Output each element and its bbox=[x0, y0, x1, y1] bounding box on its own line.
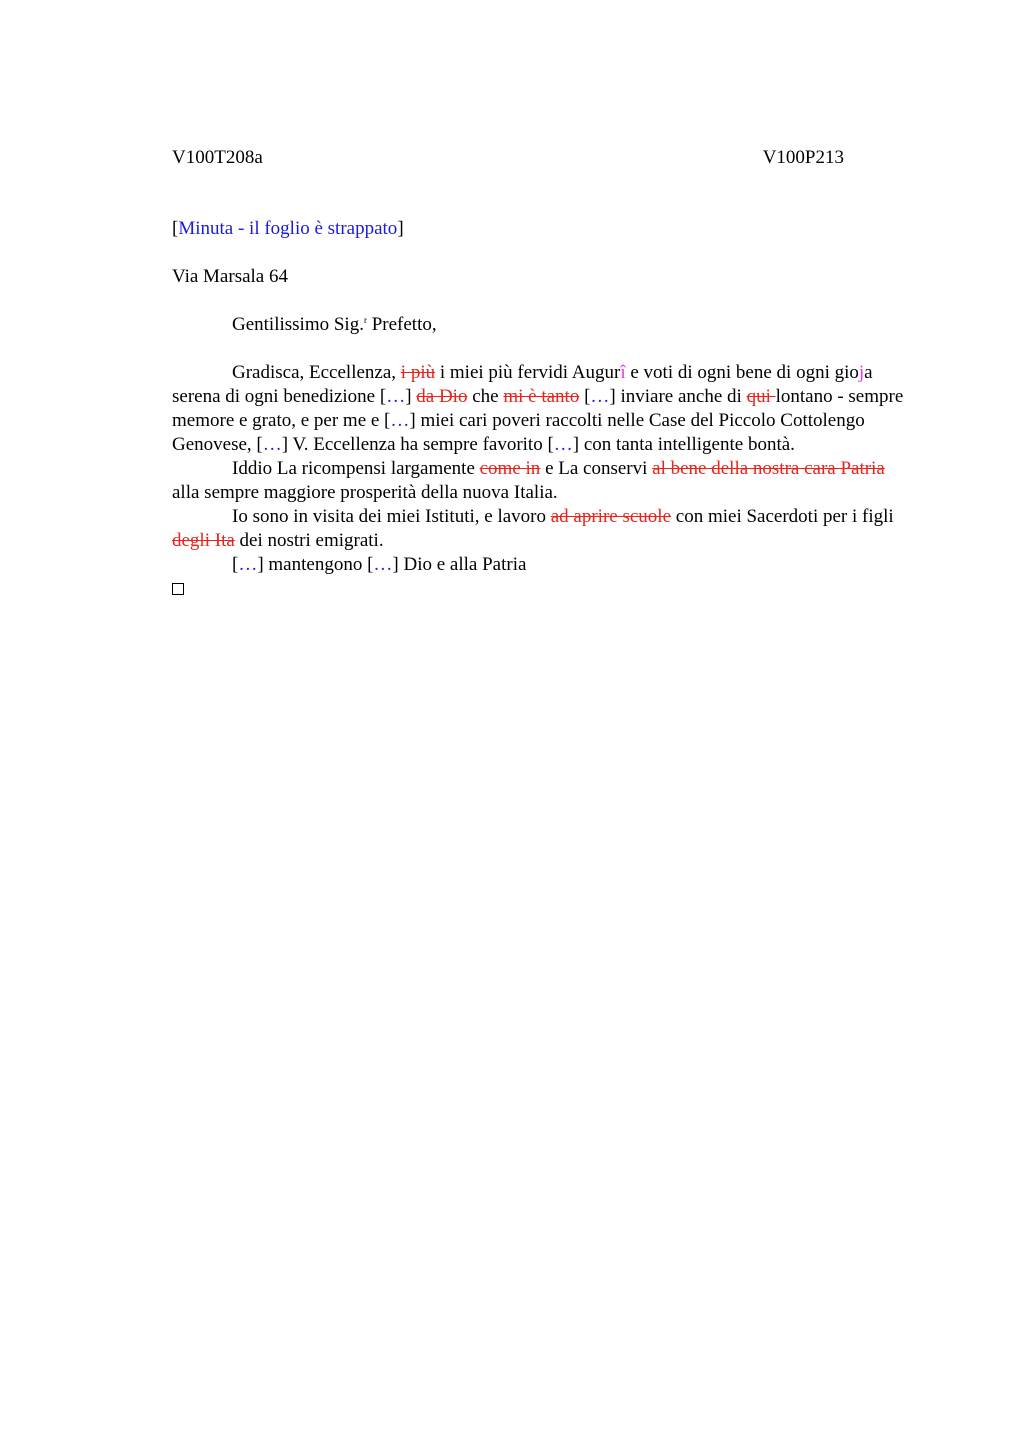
text-run: e voti di ogni bene di ogni gio bbox=[625, 362, 859, 383]
note-bracket-open: [ bbox=[172, 218, 179, 239]
paragraph-1 bbox=[172, 361, 914, 457]
square-marker bbox=[172, 583, 184, 595]
text-run: ] bbox=[405, 386, 417, 407]
deleted-text: mi è tanto bbox=[503, 386, 580, 407]
salutation-text: Gentilissimo Sig. bbox=[232, 314, 364, 335]
lacuna-mark: … bbox=[390, 410, 410, 431]
text-run: a serena di ogni benedizione [ bbox=[172, 362, 873, 407]
text-run: e La conservi bbox=[540, 458, 653, 479]
text-run: Gradisca, Eccellenza, bbox=[232, 362, 401, 383]
page-code: V100P213 bbox=[762, 147, 844, 168]
text-run: [ bbox=[579, 386, 591, 407]
text-run: ] inviare anche di bbox=[609, 386, 747, 407]
document-code: V100T208a bbox=[172, 147, 263, 168]
text-run: [ bbox=[232, 554, 239, 575]
deleted-text: i più bbox=[400, 362, 436, 383]
salutation-title: Prefetto, bbox=[366, 314, 437, 335]
text-run: alla sempre maggiore prosperità della nuova Italia. bbox=[172, 482, 558, 503]
text-run: dei nostri emigrati. bbox=[234, 530, 384, 551]
text-run: Iddio La ricompensi largamente bbox=[232, 458, 480, 479]
text-run: ] Dio e alla Patria bbox=[392, 554, 527, 575]
deleted-text: qui bbox=[746, 386, 776, 407]
deleted-text: degli Ita bbox=[172, 530, 235, 551]
text-run: che bbox=[467, 386, 504, 407]
letter-body bbox=[172, 217, 914, 602]
end-square-icon bbox=[172, 577, 914, 602]
text-run: Io sono in visita dei miei Istituti, e lavoro bbox=[232, 506, 551, 527]
deleted-text: al bene della nostra cara Patria bbox=[652, 458, 885, 479]
editorial-note bbox=[172, 217, 914, 241]
text-run: i miei più fervidi Augur bbox=[435, 362, 621, 383]
lacuna-mark: … bbox=[262, 434, 282, 455]
salutation-superscript: r bbox=[363, 315, 367, 325]
page-header bbox=[172, 146, 844, 170]
salutation bbox=[172, 313, 914, 337]
deleted-text: ad aprire scuole bbox=[550, 506, 672, 527]
text-run: ] miei cari poveri raccolti nelle Case del Piccolo Cottolengo Genovese, [ bbox=[172, 410, 865, 455]
deleted-text: da Dio bbox=[416, 386, 468, 407]
note-text: Minuta - il foglio è strappato bbox=[178, 218, 398, 239]
lacuna-mark: … bbox=[238, 554, 258, 575]
paragraph-3 bbox=[172, 505, 914, 553]
paragraph-4 bbox=[172, 553, 914, 577]
text-run: con miei Sacerdoti per i figli bbox=[671, 506, 894, 527]
lacuna-mark: … bbox=[386, 386, 406, 407]
note-bracket-close: ] bbox=[397, 218, 404, 239]
text-run: ] con tanta intelligente bontà. bbox=[572, 434, 795, 455]
lacuna-mark: … bbox=[590, 386, 610, 407]
corrected-letter: j bbox=[858, 362, 865, 383]
corrected-letter: î bbox=[620, 362, 626, 383]
paragraph-2 bbox=[172, 457, 914, 505]
address-line: Via Marsala 64 bbox=[172, 266, 288, 287]
text-run: ] V. Eccellenza ha sempre favorito [ bbox=[281, 434, 554, 455]
lacuna-mark: … bbox=[553, 434, 573, 455]
deleted-text: come in bbox=[479, 458, 541, 479]
text-run: lontano - sempre memore e grato, e per me e [ bbox=[172, 386, 904, 431]
lacuna-mark: … bbox=[373, 554, 393, 575]
text-run: ] mantengono [ bbox=[257, 554, 374, 575]
